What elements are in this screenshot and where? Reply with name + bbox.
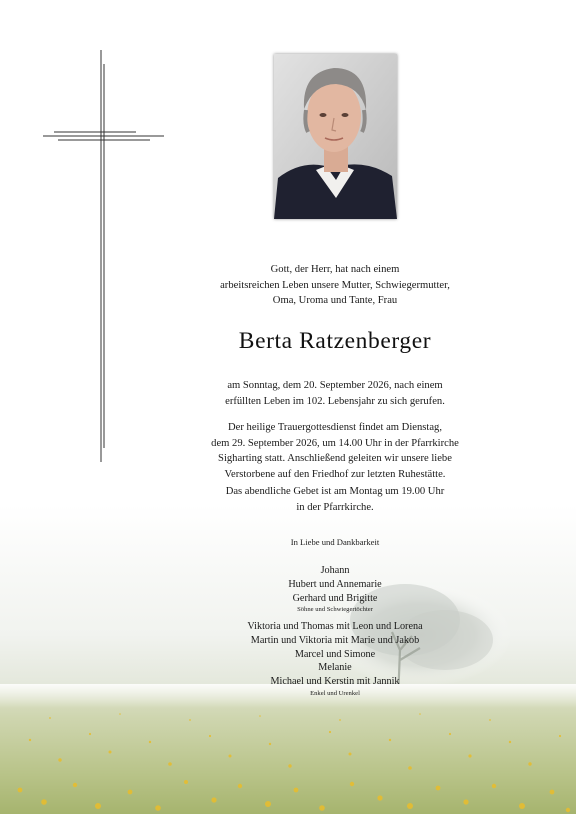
death-notice	[170, 378, 500, 409]
family-name: Hubert und Annemarie	[288, 578, 382, 590]
death-notice-line: erfüllten Leben im 102. Lebensjahr zu sich gerufen.	[225, 395, 445, 407]
funeral-line: Der heilige Trauergottesdienst findet am Dienstag,	[228, 422, 442, 433]
family-name: Marcel und Simone	[294, 648, 376, 660]
intro-line: Oma, Uroma und Tante, Frau	[272, 295, 398, 307]
intro-text	[170, 262, 500, 309]
family-name: Michael und Kerstin mit Jannik	[270, 676, 400, 688]
portrait-photo	[274, 54, 397, 219]
family-children	[170, 564, 500, 614]
death-notice-line: am Sonntag, dem 20. September 2026, nach einem	[227, 380, 443, 391]
funeral-line: Verstorbene auf den Friedhof zur letzten Ruhestätte.	[224, 468, 446, 480]
prayer-line: Das abendliche Gebet ist am Montag um 19.00 Uhr	[225, 486, 445, 497]
deceased-name: Berta Ratzenberger	[238, 328, 432, 354]
intro-line: Gott, der Herr, hat nach einem	[270, 264, 400, 275]
family-name: Melanie	[318, 662, 352, 674]
prayer-line: in der Pfarrkirche.	[296, 501, 374, 513]
family-name: Viktoria und Thomas mit Leon und Lorena	[247, 621, 423, 632]
closing-phrase: In Liebe und Dankbarkeit	[290, 537, 380, 547]
family-grandchildren	[170, 620, 500, 698]
family-name: Johann	[320, 565, 350, 576]
funeral-info	[170, 420, 500, 482]
cross-icon	[40, 50, 166, 462]
funeral-line: dem 29. September 2026, um 14.00 Uhr in der Pfarrkirche	[211, 437, 459, 449]
intro-line: arbeitsreichen Leben unsere Mutter, Schwiegermutter,	[220, 279, 450, 291]
prayer-info	[170, 484, 500, 515]
family-name: Gerhard und Brigitte	[292, 592, 378, 604]
funeral-line: Sigharting statt. Anschließend geleiten wir unsere liebe	[218, 453, 452, 465]
family-name: Martin und Viktoria mit Marie und Jakob	[250, 634, 420, 646]
family-role: Söhne und Schwiegertöchter	[297, 606, 373, 614]
family-role: Enkel und Urenkel	[310, 689, 360, 697]
